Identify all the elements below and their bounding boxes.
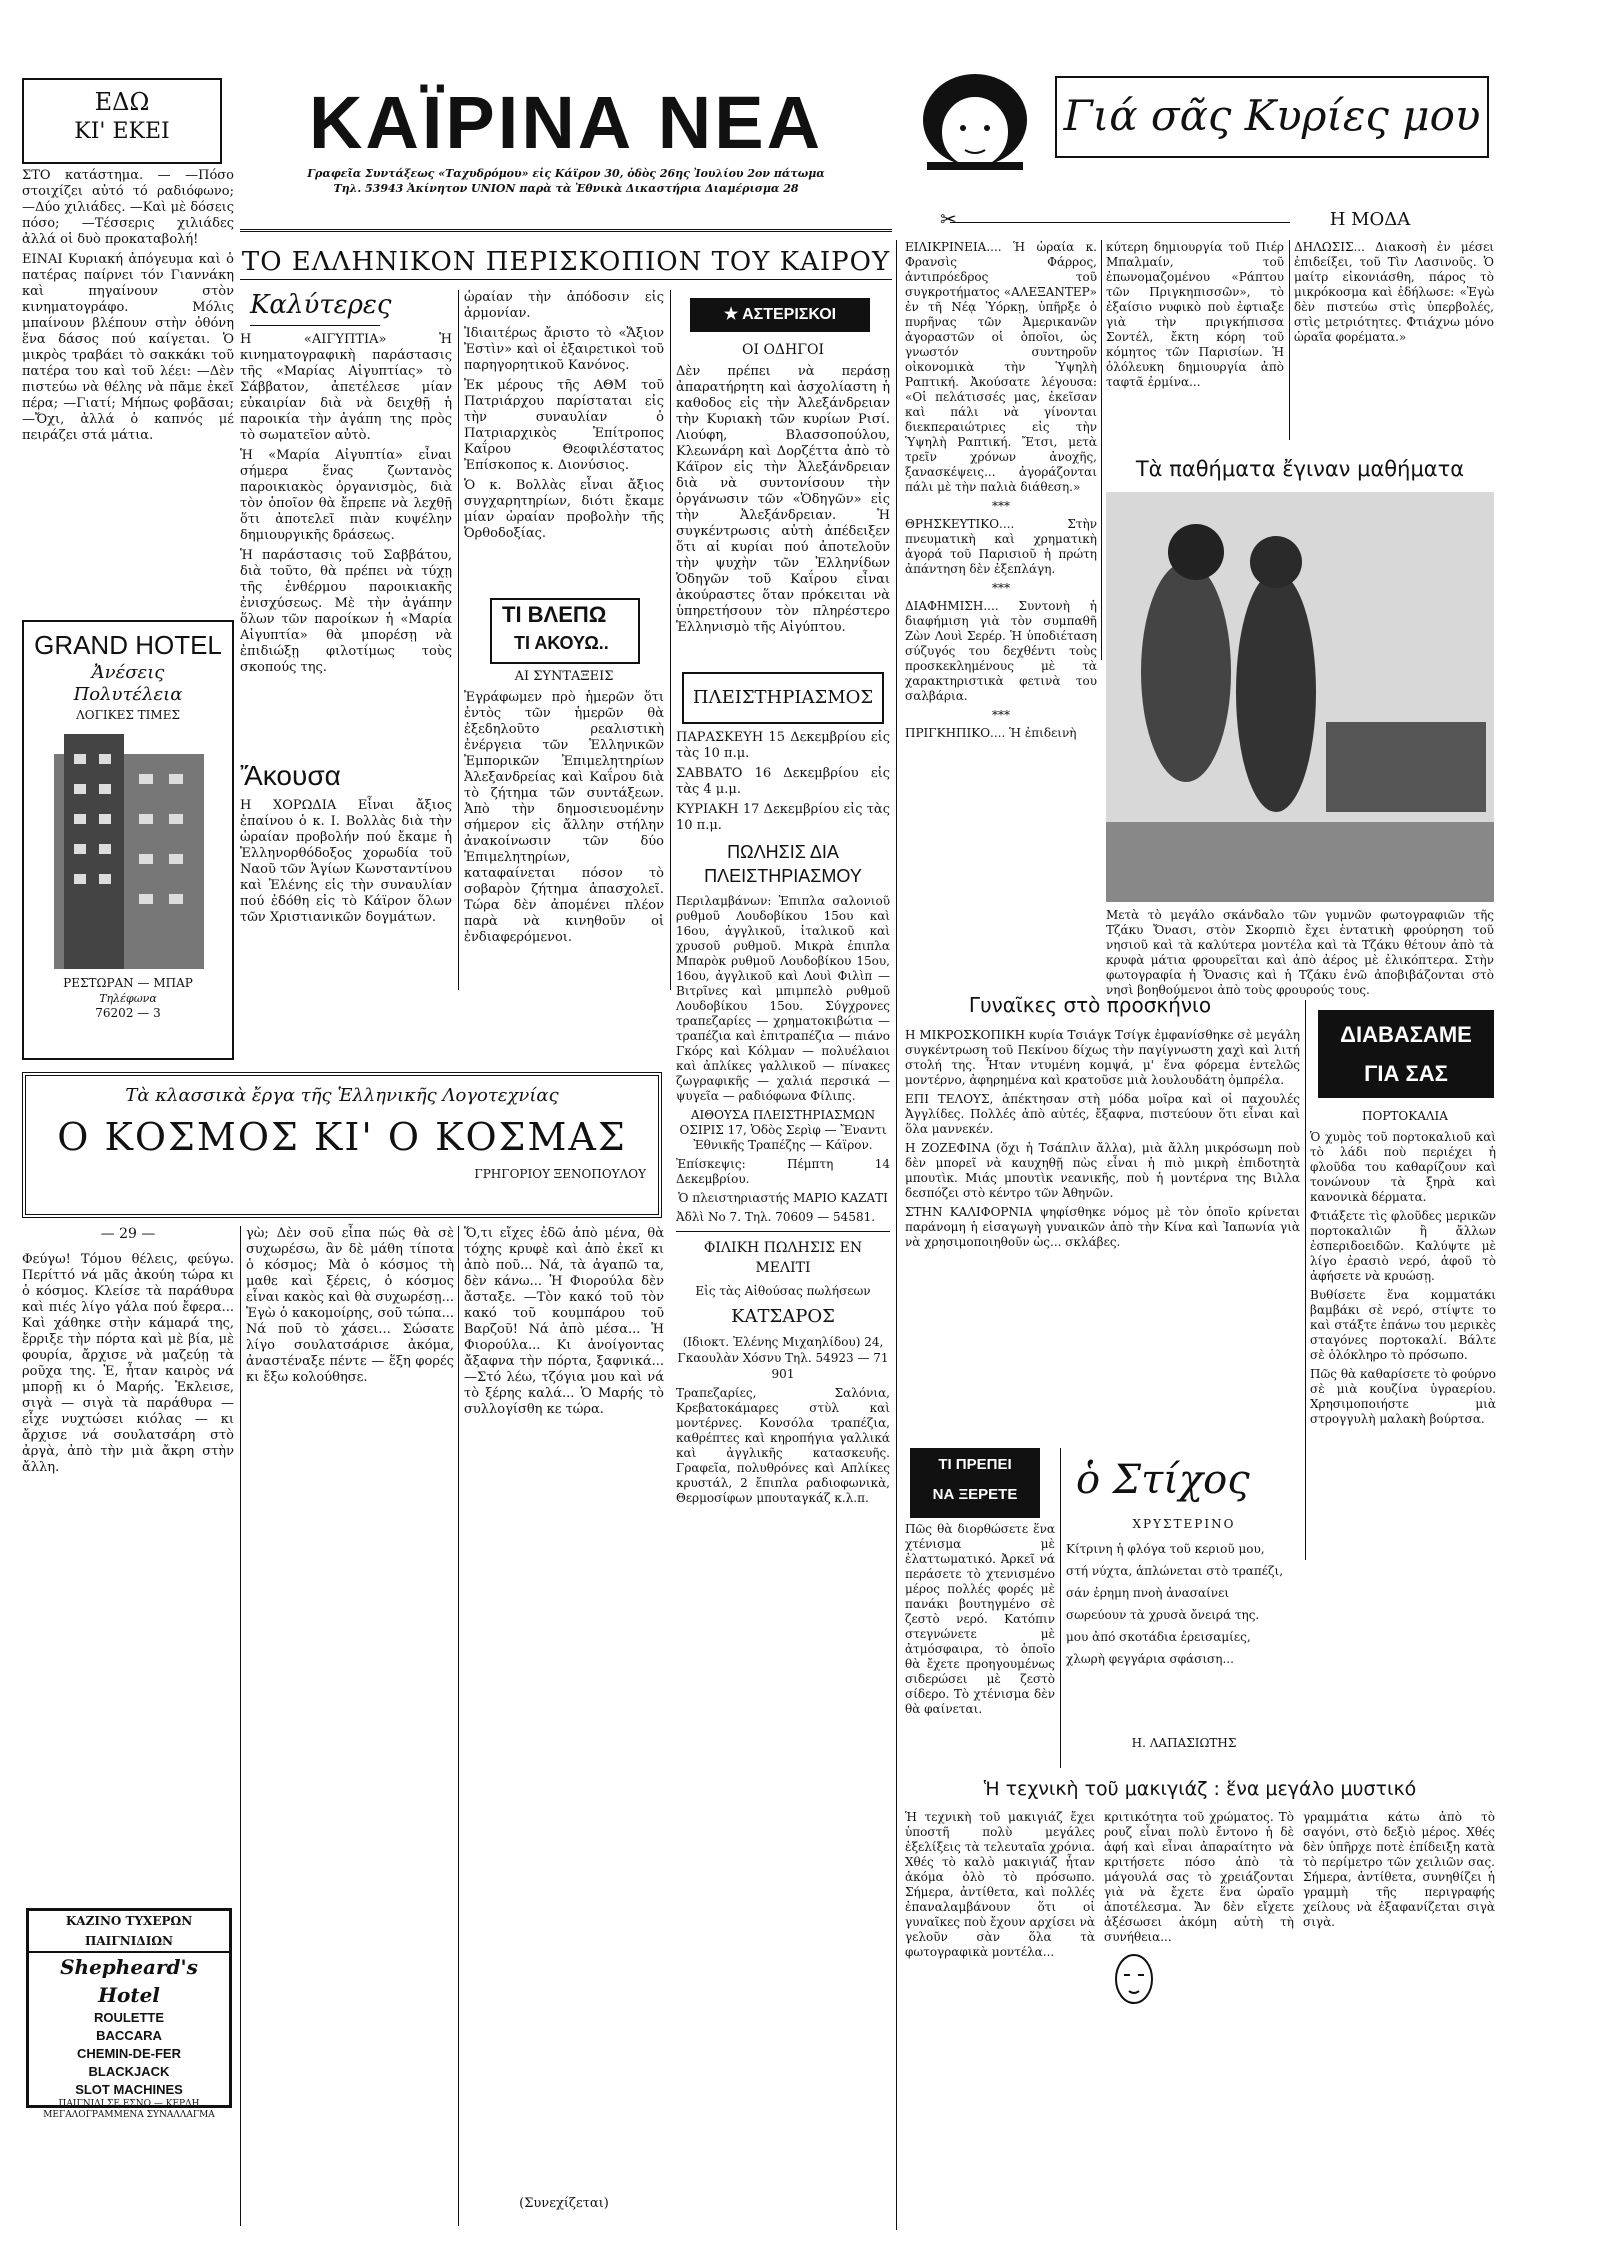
- poem-line: Κίτρινη ἡ φλόγα τοῦ κεριοῦ μου,: [1066, 1542, 1265, 1556]
- auction-subtitle: ΠΩΛΗΣΙΣ ΔΙΑ ΠΛΕΙΣΤΗΡΙΑΣΜΟΥ: [704, 842, 862, 886]
- ladies-text-1: ΕΙΛΙΚΡΙΝΕΙΑ.... Ἡ ὡραία κ. Φρανσὶς Φάρρος, ἀντιπρόεδρος τοῦ συγκροτήματος «ΑΛΕΞΑΝΤΕΡ» ἐν τῆ Νέᾳ Ὑόρκῃ, ὑπῆρξε ὁ πυρῆνας τῶν Ἀμερικανῶν ἀγοραστῶν οἱ ὁποῖοι, ὡς γνωστόν συντηροῦν οἰκονομικὰ τὴν Ὑψηλὴ Ραπτική. Ἀκούσατε λέγουσα: «Οἱ πελάτισσές μας, ἐκεῖσαν καὶ πάλι νὰ γίνονται διεκπεραιώτριες εἰς τὴν Ὑψηλὴ Ραπτική. Ἔτσι, μετὰ τρεῖν χρόνων ἀνοχῆς, ξανασκέψεις... ἀγοράζονται πάλι μὲ τὴν παλιὰ διάθεση.»: [905, 240, 1097, 494]
- akousa-text-block: [240, 798, 452, 990]
- makigiaz-text: γραμμάτια κάτω ἀπὸ τὸ σαγόνι, στὸ δεξιὸ μέρος. Χθές δὲν ὑπῆρχε ποτὲ ἐπίδειξη κατὰ τὸ περίμετρο τῶν χειλιῶν σας. Σήμερα, ἀντίθετα, συνηθίζει ἡ γραμμὴ τῆς περιγραφής χείλους νὰ ἐξαφανίζεται σιγὰ σιγὰ.: [1303, 1810, 1495, 1929]
- hotel-line: Πολυτέλεια: [73, 684, 183, 705]
- pathimata-caption-text: Μετὰ τὸ μεγάλο σκάνδαλο τῶν γυμνῶν φωτογραφιῶν τῆς Τζάκυ Ὄνασι, στὸν Σκορπιὸ ἔχει ἐντατικὴ φρούρηση τοῦ νησιοῦ καὶ τὰ καλύτερα μοντέλα καὶ τὰ Τζάκυ θέτουν ἀπὸ τὰ κρυφὰ μάτια φρουρεῖται καὶ ἀπὸ ἀέρος μὲ ἐλικόπτερα. Στὴν φωτογραφία ἡ Ὄνασις καὶ ἡ Τζάκυ ἐνῶ ἀποβιβάζονται στὸ νησὶ βοηθούμενοι ἀπὸ τοὺς φρουρούς τους.: [1106, 908, 1494, 997]
- asteriskoi-head: ΟΙ ΟΔΗΓΟΙ: [742, 342, 824, 358]
- pathimata-title: Τὰ παθήματα ἔγιναν μαθήματα: [1135, 457, 1465, 481]
- ladies-text-st1: ΘΡΗΣΚΕΥΤΙΚΟ.... Στὴν πνευματικὴ καὶ χρηματικὴ ἀγορά τοῦ Παρισιοῦ ἡ πρώτη ἀπάντηση δὲν ἐξεπλάγη.: [905, 517, 1097, 576]
- hotel-building-icon: [24, 724, 232, 974]
- novel-chapter: — 29 —: [100, 1226, 156, 1242]
- star-icon: ★: [723, 306, 743, 323]
- novel-title: Ο ΚΟΣΜΟΣ ΚΙ' Ο ΚΟΣΜΑΣ: [57, 1115, 627, 1159]
- hotel-line: Ἀνέσεις: [91, 662, 165, 683]
- gynaikes-item: ΣΤΗΝ ΚΑΛΙΦΟΡΝΙΑ ψηφίσθηκε νόμος μὲ τὸν ὁποῖο κρίνεται παράνομη ἡ εἰσαγωγὴ γυναικῶν ἀπὸ τὴν Κίνα καὶ Ἰαπωνία γιὰ νὰ χρησιμοποιηθοῦν ὡς... σκλάβες.: [905, 1205, 1300, 1249]
- auction-date: ΣΑΒΒΑΤΟ 16 Δεκεμβρίου εἰς τὰς 4 μ.μ.: [676, 766, 890, 797]
- casino-game: BLACKJACK: [88, 2064, 170, 2079]
- casino-game: BACCARA: [96, 2028, 162, 2043]
- gynaikes-block: [905, 1028, 1300, 1438]
- syntaxeis-heading: ΑΙ ΣΥΝΤΑΞΕΙΣ: [514, 669, 614, 684]
- ladies-star: ***: [992, 581, 1010, 595]
- gynaikes-item: Η ΜΙΚΡΟΣΚΟΠΙΚΗ κυρία Τσιάγκ Τσίγκ ἐμφανίσθηκε σὲ μεγάλη συγκέντρωση τοῦ Πεκίνου δίχως τὴν παγίγνωστη χαχὶ καὶ λιτή στολή της. Ἦταν ντυμένη κομψά, μ' ἕνα φόρεμα ἐντελῶς μοντέρνο, ἀφηρημένα καὶ κρατοῦσε μιὰ λουλουδάτη ὀμπρέλα.: [905, 1028, 1300, 1087]
- hotel-restaurant: ΡΕΣΤΩΡΑΝ — ΜΠΑΡ: [63, 976, 193, 990]
- ladies-text-st3: ΠΡΙΓΚΗΠΙΚΟ.... Ἡ ἐπιδεινὴ: [905, 726, 1077, 740]
- auction-title: ΠΛΕΙΣΤΗΡΙΑΣΜΟΣ: [682, 672, 884, 724]
- woman-illustration-icon: [905, 58, 1045, 188]
- prepei-line-2: ΝΑ ΞΕΡΕΤΕ: [932, 1486, 1018, 1503]
- edo-ki-ekei-box: [22, 78, 222, 164]
- ti-vlepo-line-1: ΤΙ ΒΛΕΠΩ: [502, 602, 607, 627]
- poem-line: χλωρὴ φεγγάρια σφάσιση...: [1066, 1652, 1234, 1666]
- kaliteres-heading: Καλύτερες: [250, 290, 380, 326]
- akousa-text: Η ΧΟΡΩΔΙΑ Εἶναι ἄξιος ἐπαίνου ὁ κ. Ι. Βολλὰς διὰ τὴν ὡραίαν προβολήν πού ἔκαμε ἡ Ἑλληνορθόδοξος χορωδία τοῦ Ναοῦ τῶν Ἁγίων Κωνσταντίνου καὶ Ἑλένης εἰς τὴν συναυλίαν πού ἐδόθη εἰς τὸ Κάϊρον ὅλων τῶν Χριστιανικῶν δογμάτων.: [240, 798, 452, 925]
- gynaikes-item: ΕΠΙ ΤΕΛΟΥΣ, ἀπέκτησαν στὴ μόδα μοῖρα καὶ οἱ παχουλές Ἀγγλίδες. Πολλές ἀπὸ αὐτές, ἔξαφνα, πιστεύουν ὅτι εἶναι καὶ ὅλα μαννεκέν.: [905, 1092, 1300, 1136]
- diavasame-line-2: ΓΙΑ ΣΑΣ: [1364, 1061, 1448, 1086]
- grand-hotel-name: GRAND HOTEL: [34, 630, 222, 660]
- periskopio-col-2: [464, 290, 664, 590]
- masthead: [240, 72, 892, 232]
- poem-title: ὁ Στίχος: [1076, 1457, 1250, 1503]
- ladies-header: [905, 58, 1497, 188]
- poem-lines: [1066, 1538, 1302, 1728]
- novel-text: Ὅ,τι εἴχες ἐδῶ ἀπὸ μένα, θὰ τόχης κρυφὲ καὶ ἀπὸ ἐκεῖ κι ἀπὸ ποῦ... Νά, τὰ ἀγαπῶ τα, δὲν κάνω... Ἡ Φιορούλα δὲν ἄσταξε. —Τὸν κακό τοῦ τὸν κακό τοῦ κουμπάρου τοῦ Βαρζοῦ! Νά ἀπὸ μέσα... Ἡ Φιορούλα... Κι ἀνοίγοντας ἄξαφνα τὴν πόρτα, ξαφνικά... —Στό λέω, τζόγια μου καὶ νά τὸ ξέρης καλά... Ὁ Μαρής τὸ συλλογίσθη κε τώρα.: [464, 1226, 664, 1417]
- casino-ad: [26, 1908, 232, 2120]
- edo-paragraph: ΣΤΟ κατάστημα. — —Πόσο στοιχίζει αὐτό τό ραδιόφωνο; —Δύο χιλιάδες. —Καὶ μὲ δόσεις πόσο; —Τέσσερις χιλιάδες ἀλλά οἱ δυὸ προκαταβολή!: [22, 168, 234, 247]
- poem-line: στή νύχτα, ἁπλώνεται στὸ τραπέζι,: [1066, 1564, 1284, 1578]
- ladies-col-1: [905, 240, 1097, 740]
- novel-kicker: Τὰ κλασσικὰ ἔργα τῆς Ἑλληνικῆς Λογοτεχνίας: [125, 1085, 559, 1106]
- casino-game: SLOT MACHINES: [75, 2082, 183, 2097]
- diavasame-text: Ὁ χυμὸς τοῦ πορτοκαλιοῦ καὶ τὸ λάδι ποὺ περιέχει ἡ φλοῦδα του καθαρίζουν καὶ τονώνουν τὰ ξηρὰ καὶ κανονικὰ δέρματα.: [1310, 1130, 1496, 1204]
- diavasame-block: [1310, 1130, 1496, 1690]
- periskopio-title: ΤΟ ΕΛΛΗΝΙΚΟΝ ΠΕΡΙΣΚΟΠΙΟΝ ΤΟΥ ΚΑΙΡΟΥ: [240, 244, 892, 280]
- sale-title: ΦΙΛΙΚΗ ΠΩΛΗΣΙΣ ΕΝ ΜΕΛΙΤΙ: [703, 1240, 863, 1276]
- casino-title: ΚΑΖΙΝΟ ΤΥΧΕΡΩΝ ΠΑΙΓΝΙΔΙΩΝ: [29, 1911, 229, 1953]
- ladies-star: ***: [992, 499, 1010, 513]
- auction-visit: Ἐπίσκεψις: Πέμπτη 14 Δεκεμβρίου.: [676, 1157, 890, 1186]
- ladies-title: Γιά σᾶς Κυρίες μου: [1055, 76, 1489, 158]
- sale-sub: Εἰς τὰς Αἰθούσας πωλήσεων: [695, 1284, 871, 1298]
- akousa-heading: Ἄκουσα: [240, 760, 341, 791]
- masthead-title: ΚΑΪΡΙΝΑ ΝΕΑ: [308, 81, 824, 164]
- diavasame-banner: [1318, 1010, 1494, 1098]
- poem-name: ΧΡΥΣΤΕΡΙΝΟ: [1132, 1517, 1236, 1531]
- asteriskoi-block: [676, 364, 890, 670]
- auction-date: ΚΥΡΙΑΚΗ 17 Δεκεμβρίου εἰς τὰς 10 π.μ.: [676, 802, 890, 833]
- novel-col-2: [246, 1226, 454, 2226]
- makigiaz-text: κριτικότητα τοῦ χρώματος. Τὸ ρουζ εἶναι πολὺ ἔντονο ἡ δὲ ἀφή καὶ εἶναι ἀπαραίτητο νὰ κριτήσετε πόσο ἀπὸ τὰ μάγουλά σας τὸ χρειάζονται γιὰ νὰ ἔχετε ἕνα ὡραῖο ἀποτέλεσμα. Ἄν δὲν εἴχετε ἀξέσωσει ἀκόμη αὐτὴ τὴ συνήθεια...: [1104, 1810, 1294, 1944]
- scissors-icon: ✂: [940, 207, 957, 231]
- novel-continued: (Συνεχίζεται): [519, 2196, 609, 2211]
- ladies-text-2: κύτερη δημιουργία τοῦ Πιέρ Μπαλμαίν, τοῦ ἐπωνομαζομένου «Ράπτου τῶν Πριγκηπισσῶν», τὸ ἐξαίσιο νυφικὸ ποὺ ἐφτιαξε γιὰ τὴν πριγκήπισσα Σοντέλ, ἔκτη κόρη τοῦ κόμητος τῶν Παρισίων. Ἡ ὁλόλευκη δημιουργία ἀπὸ ταφτᾶ ἐρμίνα...: [1106, 240, 1284, 389]
- syntaxeis-block: [464, 690, 664, 990]
- periskopio-text: Ἡ «Μαρία Αἰγυπτία» εἶναι σήμερα ἕνας ζωντανὸς παροικιακὸς ὀργανισμὸς, διὰ τὸν ὁποῖον θὰ ἔπρεπε νὰ λεχθῇ ὅτι ἀποτελεῖ πιὰν κυψέλην δημιουργικῆς δράσεως.: [240, 448, 452, 543]
- periskopio-text: Ὁ κ. Βολλὰς εἶναι ἄξιος συγχαρητηρίων, διότι ἔκαμε μίαν ὡραίαν προβολὴν τῆς Ὀρθοδοξίας.: [464, 478, 664, 541]
- auction-date: ΠΑΡΑΣΚΕΥΗ 15 Δεκεμβρίου εἰς τὰς 10 π.μ.: [676, 730, 890, 761]
- poem-author: Η. ΛΑΠΑΣΙΩΤΗΣ: [1131, 1736, 1237, 1750]
- sale-name: ΚΑΤΣΑΡΟΣ: [731, 1306, 835, 1327]
- diavasame-text: Πῶς θὰ καθαρίσετε τὸ φούρνο σὲ μιὰ κουζίνα ὑγραερίου. Χρησιμοποιήστε μιὰ στρογγυλὴ μαλακὴ βούρτσα.: [1310, 1367, 1496, 1426]
- auction-box: [676, 672, 890, 2232]
- novel-text: Φεύγω! Τόμου θέλεις, φεύγω. Περίττό νά μᾶς ἀκούη τώρα κι ὁ κόσμος. Κλείσε τὰ παράθυρα καὶ πιές λίγο γάλα πού ἔφερα... Καὶ χάθηκε στὴν κάμαρά της, ἔρριξε τὴν πόρτα καὶ μὲ βία, μὲ φουρία, ἄρχισε νὰ μαζεύῃ τὰ ροῦχα της. Ἐ, ἦταν καιρὸς νά μπορῇ κι ὁ Μαρής. Ἐκλεισε, σιγὰ — σιγὰ τὰ παράθυρα — εἶχε νυχτώσει κιόλας — κι ἄρχισε νά σουλατσάρη στὸ ἀργὰ, ἀπὸ τὴν μιὰ ἄκρη στὴν ἄλλη.: [22, 1252, 234, 1475]
- sale-address: (Ιδιοκτ. Ἐλένης Μιχαηλίδου) 24, Γκαουλὰν Χόσνυ Τηλ. 54923 — 71 901: [677, 1335, 889, 1381]
- auction-text: Περιλαμβάνων: Ἐπιπλα σαλονιοῦ ρυθμοῦ Λουδοβίκου 15ου καὶ 16ου, ἀγγλικοῦ, ἰταλικοῦ καὶ χρυσοῦ ρυθμοῦ. Μικρὰ ἐπιπλα Μπαρὸκ ρυθμοῦ Λουδοβίκου 15ου, 16ου, ἀγγλικοῦ καὶ Λουὶ Φιλὶπ — Βιτρῖνες καὶ μπιμπελὸ ρυθμοῦ Λουδοβίκου 15ου. Σύγχρονες τραπεζαρίες — χρηματοκιβώτια — τραπέζια καὶ ἐπιτραπέζια — πιάνο Γκόρς καὶ Κόλμαν — πολυέλαιοι καὶ ἀπλίκες γαλλικοῦ — πίνακες ζωγραφικῆς — χαλιά περσικά — ψυγεῖα — ραδιόφωνα Φίλιπς.: [676, 894, 890, 1103]
- auction-auctioneer: Ὁ πλειστηριαστής ΜΑΡΙΟ ΚΑΖΑΤΙ: [678, 1191, 888, 1205]
- ladies-col-2: [1106, 240, 1284, 440]
- auction-venue: ΑΙΘΟΥΣΑ ΠΛΕΙΣΤΗΡΙΑΣΜΩΝ ΟΣΙΡΙΣ 17, Ὁδὸς Σερὶφ — Ἔναντι Ἐθνικῆς Τραπέζης — Κάϊρον.: [679, 1108, 887, 1152]
- ladies-col-3: [1294, 240, 1494, 440]
- periskopio-text: Η «ΑΙΓΥΠΤΙΑ» Ἡ κινηματογραφικὴ παράστασις τῆς «Μαρίας Αἰγυπτίας» τὸ Σάββατον, ἀπετέλεσε μίαν εὐκαιρίαν διὰ νὰ δειχθῇ ἡ παροικία τὴν ἀγάπη της πρὸς τὸ σωματεῖον αὐτὸ.: [240, 332, 452, 443]
- diavasame-line-1: ΔΙΑΒΑΣΑΜΕ: [1340, 1022, 1472, 1047]
- asteriskoi-text: Δὲν πρέπει νὰ περάσῃ ἀπαρατήρητη καὶ ἀσχολίαστη ἡ καθοδος εἰς τὴν Ἀλεξάνδρειαν τὴν Κυριακὴ τῶν κυρίων Ρισί. Λιούφη, Βλασσοπούλου, Κλεωνάρη καὶ Δορζέττα ἀπὸ τὸ Κάϊρον εἰς τὴν Ἀλεξάνδρειαν διὰ νὰ συντονίσουν τὴν ὀργάνωσιν τῶν «Ὁδηγῶν» εἰς τὴν Ἀλεξάνδρειαν. Ἡ συγκέντρωσις αὐτὴ ἀπέδειξεν ὅτι αἱ κυρίαι πού ἀποτελοῦν τὴν ψυχὴν τῶν Ἑλληνίδων Ὁδηγῶν τοῦ Καΐρου εἶναι ἀκούραστες ὅταν πρόκειται νὰ ὑπηρετήσουν τὸν πληρέστερο Ἑλληνισμὸ τῆς Αἰγύπτου.: [676, 364, 890, 635]
- diavasame-text: Φτιάξετε τὶς φλοῦδες μερικῶν πορτοκαλιῶν ἢ ἄλλων ἐσπεριδοειδῶν. Καλύψτε μὲ λίγο ἐρασιὸ νερό, ἀφοῦ τὸ ἀφήσετε νὰ κρυώσῃ.: [1310, 1209, 1496, 1283]
- masthead-address: Γραφεῖα Συντάξεως «Ταχυδρόμου» εἰς Κάϊρον 30, ὁδὸς 26ης Ἰουλίου 2ον πάτωμα: [307, 167, 825, 180]
- face-sketch-icon: [1104, 1949, 1164, 2009]
- periskopio-text: Ἐκ μέρους τῆς ΑΘΜ τοῦ Πατριάρχου παρίσταται εἰς τὴν συναυλίαν ὁ Πατριαρχικὸς Ἐπίτροπος Καΐρου Θεοφιλέστατος Ἐπίσκοπος κ. Διονύσιος.: [464, 378, 664, 473]
- makigiaz-text: Ἡ τεχνικὴ τοῦ μακιγιάζ ἔχει ὑποστῆ πολὺ μεγάλες ἐξελίξεις τὰ τελευταῖα χρόνια. Χθές τὸ καλὸ μακιγιάζ ἦταν ἀκόμα ὀλὸ τὸ πρόσωπο. Σήμερα, ἀντίθετα, καὶ πολλές ἐπαναλαμβάνουν ὅτι οἱ γυναῖκες ποὺ ἔχουν αρχίσει νὰ γελοῦν σὰν ὅλα τὰ φωτογραφικὰ μοντέλα...: [905, 1810, 1095, 1959]
- novel-col-3: [464, 1226, 664, 2186]
- poem-line: σάν ἐρημη πνοὴ ἀνασαίνει: [1066, 1586, 1230, 1600]
- ti-vlepo-line-2: ΤΙ ΑΚΟΥΩ..: [514, 633, 609, 653]
- hotel-line: ΛΟΓΙΚΕΣ ΤΙΜΕΣ: [76, 708, 180, 722]
- asteriskoi-banner: [690, 298, 870, 332]
- pathimata-photo: [1106, 492, 1494, 902]
- hotel-phone: 76202 — 3: [95, 1006, 161, 1020]
- gynaikes-title: Γυναῖκες στὸ προσκήνιο: [968, 993, 1212, 1017]
- poem-line: σωρεύουν τὰ χρυσὰ ὄνειρά της.: [1066, 1608, 1260, 1622]
- edo-column: [22, 168, 234, 613]
- ladies-section-title: Η ΜΟΔΑ: [1329, 209, 1411, 230]
- edo-paragraph: ΕΙΝΑΙ Κυριακή ἀπόγευμα καὶ ὁ πατέρας παίρνει τόν Γιαννάκη καὶ πηγαίνουν στὸν κινηματογράφο. Μόλις μπαίνουν βλέπουν στὴν ὀθόνη ἕνα δάσος πού καίγεται. Ὁ μικρὸς τραβάει τὸ σακκάκι τοῦ πατέρα του καὶ τοῦ λέει: —Δὲν πιστεύω νὰ θέλης νὰ πᾶμε ἐκεῖ πέρα; —Γιατί; Μήπως φοβᾶσαι; —Ὄχι, ἀλλά ὁ καπνός μέ πειράζει στά μάτια.: [22, 252, 234, 443]
- prepei-block: [905, 1522, 1055, 1772]
- periskopio-text: Ἡ παράστασις τοῦ Σαββάτου, διὰ τοῦτο, θὰ πρέπει νὰ τύχῃ τῆς ἐνθέρμου παροικιακῆς ἐνισχύσεως. Μὲ τὴν ἀγάπην ὅλων τῶν παροίκων ἡ «Μαρία Αἰγυπτία» θὰ μπορέσῃ νὰ ἐπιδιώξῃ φιλοτίμως τοὺς σκοπούς της.: [240, 548, 452, 675]
- novel-author: ΓΡΗΓΟΡΙΟΥ ΞΕΝΟΠΟΥΛΟΥ: [474, 1167, 646, 1181]
- auction-phone: Ἀδλὶ No 7. Τηλ. 70609 — 54581.: [676, 1210, 876, 1224]
- syntaxeis-text: Ἐγράφωμεν πρὸ ἡμερῶν ὅτι ἐντὸς τῶν ἡμερῶν θὰ ἐξεδηλοῦτο ρεαλιστικὴ ἐνέργεια τῶν Ἑλληνικῶν Ἐμπορικῶν Ἐπιμελητηρίων Ἀλεξανδρείας καὶ Καΐρου διὰ τὸ ζήτημα τῶν συντάξεων. Ἀπὸ τὴν δημοσιευομένην σήμερον εἰς ἄλλην στήλην ἀνακοίνωσιν τῶν δύο Ἐπιμελητηρίων, καταφαίνεται πόσον τὸ σοβαρὸν ζήτημα ἀπασχολεῖ. Τώρα δὲν ἀπομένει πλέον παρὰ νὰ κινηθοῦν οἱ ἐνδιαφερόμενοι.: [464, 690, 664, 945]
- novel-text: γὼ; Δὲν σοῦ εἶπα πώς θὰ σὲ συχωρέσω, ἂν δὲ μάθη τίποτα ὁ κόσμος; Μὰ ὁ κόσμος τὴ μαθε καὶ ξέρεις, ὁ κόσμος εἶναι κακὸς καὶ θὰ συχωρέσῃ... Ἐγὼ ὁ κακομοίρης, σοῦ τώπα... Νά ποῦ τὸ χάσει... Σώσατε λίγο σουλατσάρισε ἀκόμα, ἀναστέναξε πέντε — ἕξη φορές κι ἔξω κολούθησε.: [246, 1226, 454, 1385]
- edo-title-1: ΕΔΩ: [94, 88, 150, 116]
- grand-hotel-ad: [22, 620, 234, 1060]
- makigiaz-col-2: [1104, 1810, 1294, 2230]
- ti-vlepo-box: [490, 598, 640, 664]
- prepei-text: Πῶς θὰ διορθώσετε ἕνα χτένισμα μὲ ἐλαττωματικό. Ἀρκεῖ νά περάσετε τὸ χτενισμένο μέρος πολλές φορές μὲ πανάκι βουτηγμένο σὲ ζεστὸ νερό. Κατόπιν στεγνώνετε μὲ ἀτμόσφαιρα, τὸ ὁποῖο θὰ ἔχετε προηγουμένως σιδερώσει μὲ ζεστὸ σίδερο. Τὸ χτένισμα δὲν θὰ φαίνεται.: [905, 1522, 1055, 1716]
- makigiaz-col-3: [1303, 1810, 1495, 2230]
- prepei-banner: [910, 1448, 1040, 1518]
- pathimata-caption: [1106, 908, 1494, 998]
- couple-photo-icon: [1106, 492, 1494, 902]
- edo-title-2: ΚΙ' ΕΚΕΙ: [74, 119, 170, 144]
- periskopio-col-1: [240, 332, 452, 752]
- ladies-text-3: ΔΗΛΩΣΙΣ... Διακοσὴ ἐν μέσει ἐπιδείξει, τοῦ Τὶν Λασινοῦς. Ὁ μαίτρ εἰκονιάσθη, πάρος τὸ μικρόκοσμα καὶ ἐδήλωσε: «Ἐγὼ δὲν πιστεύω στὶς ὑπερβολές, στὶς μετριότητες. Φτιάχνω μόνο ὡραῖα φορέματα.»: [1294, 240, 1494, 344]
- prepei-line-1: ΤΙ ΠΡΕΠΕΙ: [938, 1456, 1012, 1473]
- makigiaz-col-1: [905, 1810, 1095, 2230]
- ladies-text-st2: ΔΙΑΦΗΜΙΣΗ.... Συντονὴ ἡ διαφήμιση γιὰ τὸν συμπαθῆ Ζὼν Λουὶ Σερέρ. Ἡ ὑποδιέταση σύζυγός του δεχθέντι τοὺς προσκεκλημένους μὲ τὰ χαρακτηριστικὰ φετινὰ του σαλβάρια.: [905, 599, 1097, 703]
- hotel-phone-label: Τηλέφωνα: [99, 992, 157, 1005]
- poem-line: μου ἀπό σκοτάδια ἑρεισαμίες,: [1066, 1630, 1251, 1644]
- gynaikes-item: Η ΖΟΖΕΦΙΝΑ (ὄχι ἡ Τσάπλιν ἄλλα), μιὰ ἄλλη μικρόσωμη ποὺ δὲν μπορεῖ νὰ καυχηθῇ πὼς εἶναι ἡ πιὸ μικρὴ ἐπιδοτητὰ μπουτὶκ. Μιάς μπουτὶκ νεανικῆς, ποὺ ἡ μοντέρνα της Βιλλα δεσπόζει στὸ κέντρο τῶν Ἀθηνῶν.: [905, 1141, 1300, 1200]
- casino-hotel: Shepheard's Hotel: [60, 1955, 198, 2007]
- masthead-phone: Τηλ. 53943 Ἀκίνητον UNION παρὰ τὰ Ἐθνικὰ Δικαστήρια Διαμέρισμα 28: [333, 182, 799, 195]
- casino-game: CHEMIN-DE-FER: [77, 2046, 181, 2061]
- ladies-star: ***: [992, 708, 1010, 722]
- casino-bottom: ΠΑΙΓΝΙΔΙ ΣΕ ΕΣΝΟ — ΚΕΡΔΗ ΜΕΓΑΛΟΓΡΑΜΜΕΝΑ ΣΥΝΑΛΛΑΓΜΑ: [43, 2099, 215, 2120]
- makigiaz-title: Ἡ τεχνικὴ τοῦ μακιγιάζ : ἕνα μεγάλο μυστικό: [983, 1778, 1417, 1800]
- diavasame-text: Βυθίσετε ἕνα κομματάκι βαμβάκι σὲ νερό, στίψτε το καὶ στάξτε ἐπάνω του μερικὲς σταγόνες πορτοκαλί. Βάλτε σὲ ὁλόκληρο τὸ πρόσωπο.: [1310, 1288, 1496, 1362]
- novel-col-1: [22, 1252, 234, 1742]
- novel-header: [22, 1072, 662, 1218]
- periskopio-text: Ἰδιαιτέρως ἄριστο τὸ «Ἄξιον Ἐστὶν» καὶ οἱ ἐξαιρετικοὶ τοῦ παρηγορητικοῦ Κανόνος.: [464, 326, 664, 373]
- diavasame-head: ΠΟΡΤΟΚΑΛΙΑ: [1362, 1109, 1448, 1123]
- sale-text: Τραπεζαρίες, Σαλόνια, Κρεβατοκάμαρες στὺλ καὶ μοντέρνες. Κονσόλα τραπέζια, καθρέπτες καὶ κηροπήγια γαλλικά καὶ ἀγγλικῆς κατασκευῆς. Γραφεῖα, πολυθρόνες καὶ Απλίκες κρυστάλ, 2 ἔπιπλα ραδιοφωνικὰ, Θερμοσίφων μπουταγκάζ κ.λ.π.: [676, 1386, 890, 1505]
- periskopio-text: ὡραίαν τὴν ἀπόδοσιν εἰς ἀρμονίαν.: [464, 290, 664, 321]
- casino-game: ROULETTE: [93, 2010, 165, 2025]
- asteriskoi-label: ΑΣΤΕΡΙΣΚΟΙ: [742, 306, 837, 323]
